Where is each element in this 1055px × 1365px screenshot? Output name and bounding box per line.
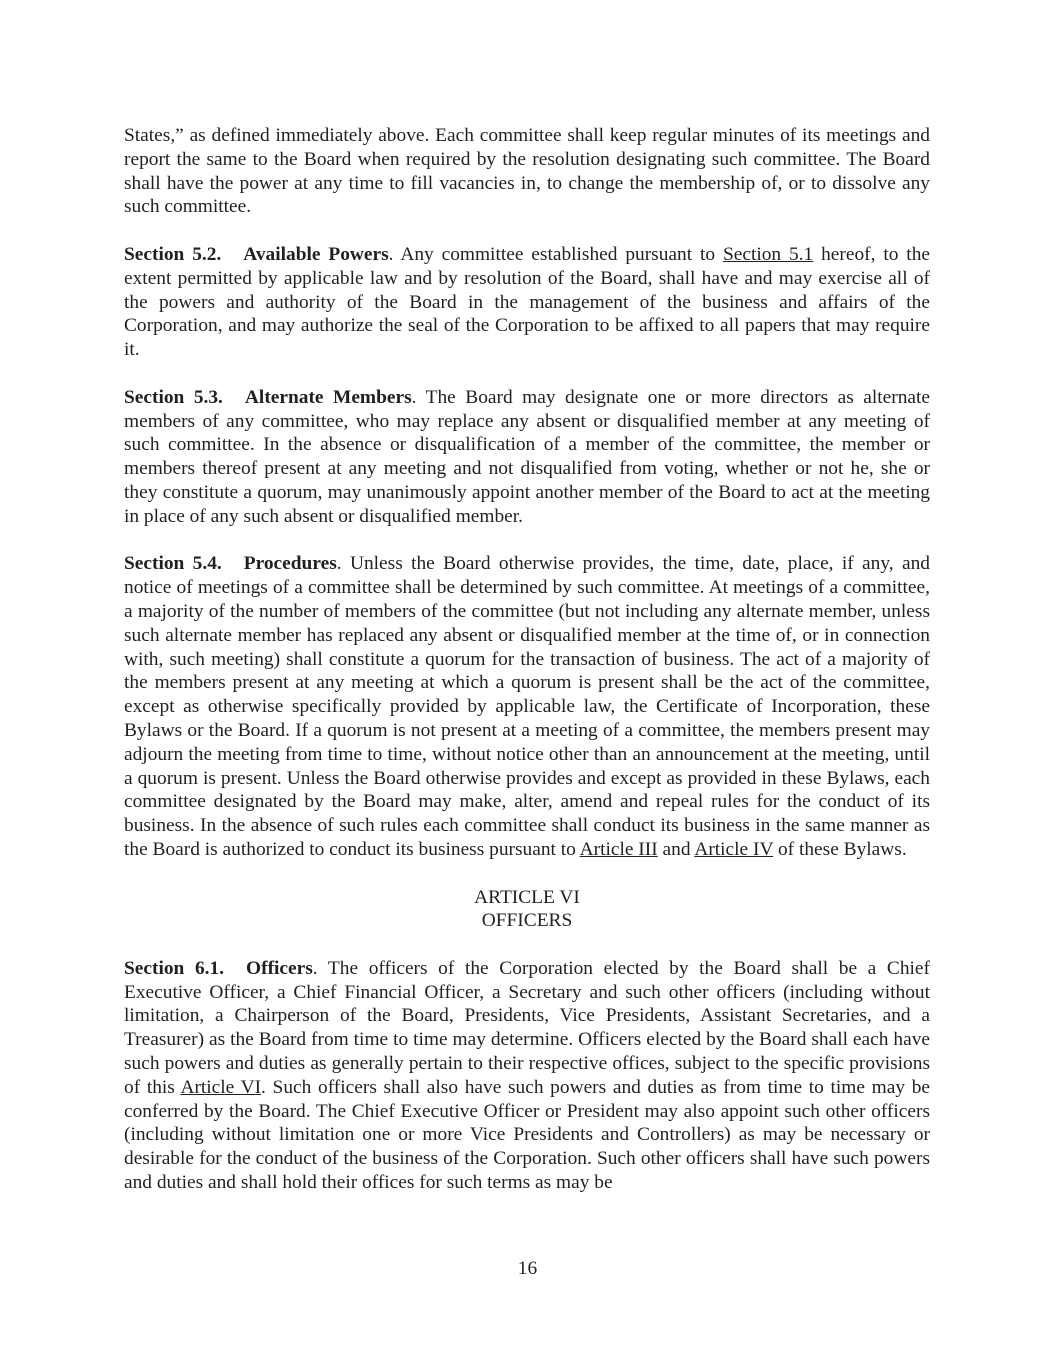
section-title: Alternate Members [244,386,412,408]
section-text: and [657,838,695,860]
section-number: Section 5.4. [124,553,222,575]
cross-reference-link[interactable]: Article VI [180,1076,262,1098]
section-text: hereof, to the extent permitted by applicable law and by resolution of the Board, shall have and may exercise all of the powers and authority of the Board in the management of the business and affairs of the Corporation, and may authorize the seal of the Corporation to be affixed to all papers that may require it. [124,243,930,361]
section-number: Section 5.3. [124,386,223,408]
cross-reference-link[interactable]: Article III [579,838,658,860]
section-5-4 [124,552,930,861]
article-number: ARTICLE VI [474,886,580,908]
section-5-2 [124,243,930,362]
section-5-3 [124,386,930,529]
cross-reference-link[interactable]: Article IV [694,838,774,860]
cross-reference-link[interactable]: Section 5.1 [722,243,814,265]
section-text: of these Bylaws. [773,838,907,860]
continuation-paragraph: States,” as defined immediately above. Each committee shall keep regular minutes of its meetings and report the same to the Board when required by the resolution designating such committee. The Board shall have the power at any time to fill vacancies in, to change the membership of, or to dissolve any such committee. [124,125,930,218]
page-number: 16 [517,1258,538,1279]
document-page [124,124,930,1219]
section-text: . The officers of the Corporation elected by the Board shall be a Chief Executive Officer, a Chief Financial Officer, a Secretary and such other officers (including without limitation, a Chairperson of the Board, Presidents, Vice Presidents, Assistant Secretaries, and a Treasurer) as the Board from time to time may determine. Officers elected by the Board shall each have such powers and duties as generally pertain to their respective offices, subject to the specific provisions of this [124,957,930,1098]
section-title: Available Powers [243,243,389,265]
section-text: . Such officers shall also have such powers and duties as from time to time may be conferred by the Board. The Chief Executive Officer or President may also appoint such other officers (including without limitation one or more Vice Presidents and Controllers) as may be necessary or desirable for the conduct of the business of the Corporation. Such other officers shall have such powers and duties and shall hold their offices for such terms as may be [124,1076,931,1194]
section-number: Section 5.2. [124,243,222,265]
article-heading [124,886,930,934]
section-text: . Unless the Board otherwise provides, the time, date, place, if any, and notice of meetings of a committee shall be determined by such committee. At meetings of a committee, a majority of the number of members of the committee (but not including any alternate member, unless such alternate member has replaced any absent or disqualified member at the time of, or in connection with, such meeting) shall constitute a quorum for the transaction of business. The act of a majority of the members present at any meeting at which a quorum is present shall be the act of the committee, except as otherwise specifically provided by applicable law, the Certificate of Incorporation, these Bylaws or the Board. If a quorum is not present at a meeting of a committee, the members present may adjourn the meeting from time to time, without notice other than an announcement at the meeting, until a quorum is present. Unless the Board otherwise provides and except as provided in these Bylaws, each committee designated by the Board may make, alter, amend and repeal rules for the conduct of its business. In the absence of such rules each committee shall conduct its business in the same manner as the Board is authorized to conduct its business pursuant to [124,553,930,860]
section-text: . Any committee established pursuant to [388,243,723,265]
section-title: Procedures [243,553,337,575]
section-number: Section 6.1. [124,957,225,979]
section-text: . The Board may designate one or more directors as alternate members of any committee, who may replace any absent or disqualified member at any meeting of such committee. In the absence or disqualification of a member of the committee, the member or members thereof present at any meeting and not disqualified from voting, whether or not he, she or they constitute a quorum, may unanimously appoint another member of the Board to act at the meeting in place of any such absent or disqualified member. [124,386,931,527]
article-title: OFFICERS [481,910,573,932]
section-title: Officers [246,957,313,979]
section-6-1 [124,957,930,1195]
